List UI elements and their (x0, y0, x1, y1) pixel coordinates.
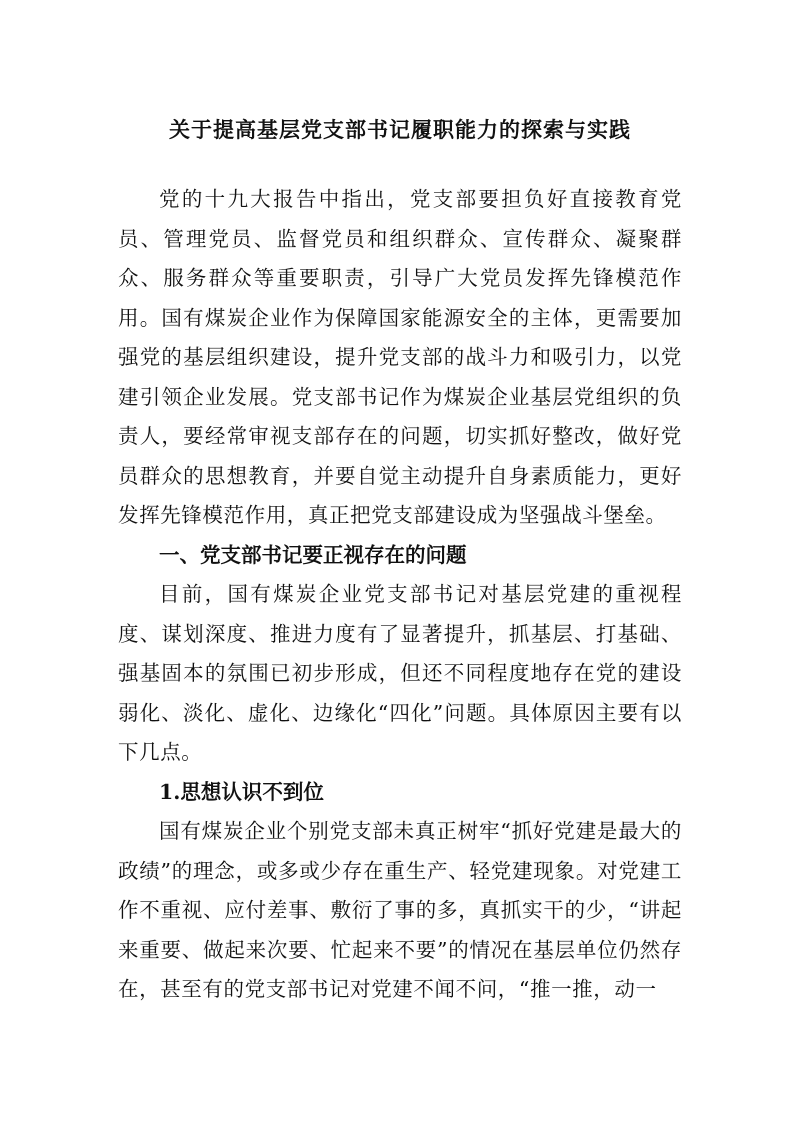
document-title: 关于提高基层党支部书记履职能力的探索与实践 (169, 117, 631, 142)
intro-paragraph: 党的十九大报告中指出，党支部要担负好直接教育党员、管理党员、监督党员和组织群众、宣传群众、凝聚群众、服务群众等重要职责，引导广大党员发挥先锋模范作用。国有煤炭企业作为保障国家能源安全的主体，更需要加强党的基层组织建设，提升党支部的战斗力和吸引力，以党建引领企业发展。党支部书记作为煤炭企业基层党组织的负责人，要经常审视支部存在的问题，切实抓好整改，做好党员群众的思想教育，并要自觉主动提升自身素质能力，更好发挥先锋模范作用，真正把党支部建设成为坚强战斗堡垒。 (118, 187, 682, 527)
section-heading-1: 一、党支部书记要正视存在的问题 (159, 542, 467, 567)
section-1-paragraph: 目前，国有煤炭企业党支部书记对基层党建的重视程度、谋划深度、推进力度有了显著提升，抓基层、打基础、强基固本的氛围已初步形成，但还不同程度地存在党的建设弱化、淡化、虚化、边缘化“四化”问题。具体原因主要有以下几点。 (118, 582, 682, 764)
subsection-heading-1: 1.思想认识不到位 (159, 779, 324, 804)
subsection-1-paragraph: 国有煤炭企业个别党支部未真正树牢“抓好党建是最大的政绩”的理念，或多或少存在重生产、轻党建现象。对党建工作不重视、应付差事、敷衍了事的多，真抓实干的少，“讲起来重要、做起来次要、忙起来不要”的情况在基层单位仍然存在，甚至有的党支部书记对党建不闻不问，“推一推，动一 (118, 819, 682, 1001)
document-page (118, 108, 682, 1010)
